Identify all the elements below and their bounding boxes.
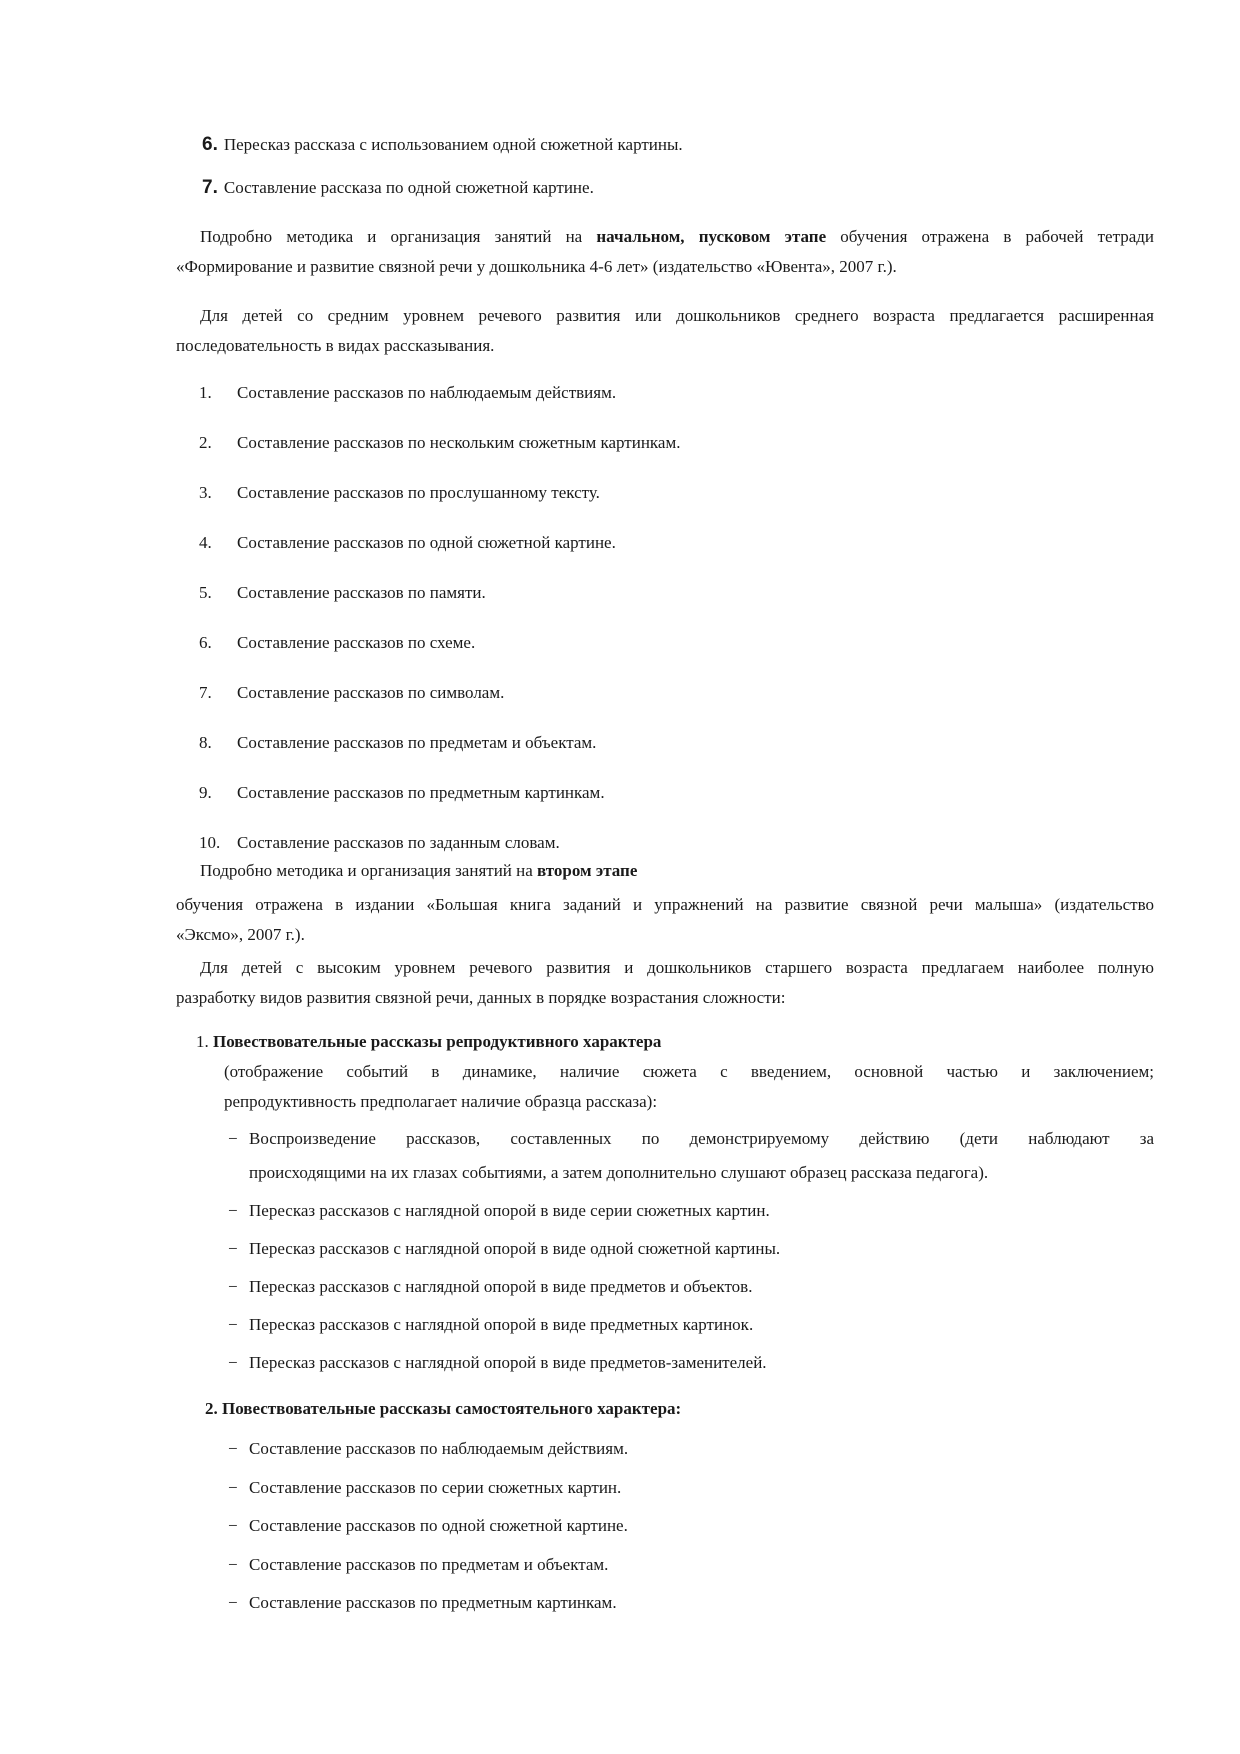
section-title: Повествовательные рассказы репродуктивного характера xyxy=(213,1032,662,1051)
list-number: 2. xyxy=(199,433,212,452)
bullet-text: Пересказ рассказов с наглядной опорой в виде предметов и объектов. xyxy=(249,1277,753,1296)
section-number: 1. xyxy=(196,1032,209,1051)
list-number: 3. xyxy=(199,483,212,502)
list-number: 6. xyxy=(199,633,212,652)
section-title: Повествовательные рассказы самостоятельного характера: xyxy=(222,1399,682,1418)
section-heading xyxy=(205,1399,681,1419)
bullet-text: Пересказ рассказов с наглядной опорой в виде серии сюжетных картин. xyxy=(249,1201,770,1220)
list-text: Составление рассказов по предметным картинкам. xyxy=(237,783,605,802)
paragraph-line: обучения отражена в издании «Большая книга заданий и упражнений на развитие связной речи малыша» (издательство xyxy=(176,895,1154,914)
bullet-text: Пересказ рассказов с наглядной опорой в виде предметов-заменителей. xyxy=(249,1353,767,1372)
bullet-dash: − xyxy=(228,1478,238,1497)
list-number: 7. xyxy=(202,177,218,198)
list-number: 9. xyxy=(199,783,212,802)
bullet-text: Воспроизведение рассказов, составленных по демонстрируемому действию (дети наблюдают за xyxy=(249,1129,1154,1148)
list-text: Составление рассказов по схеме. xyxy=(237,633,476,652)
paragraph-line: разработку видов развития связной речи, данных в порядке возрастания сложности: xyxy=(176,988,786,1007)
bullet-dash: − xyxy=(228,1353,238,1372)
paragraph-line: последовательность в видах рассказывания. xyxy=(176,336,495,355)
list-text: Составление рассказов по прослушанному тексту. xyxy=(237,483,600,502)
bullet-dash: − xyxy=(228,1239,238,1258)
bullet-text: Пересказ рассказов с наглядной опорой в виде одной сюжетной картины. xyxy=(249,1239,781,1258)
bullet-dash: − xyxy=(228,1129,238,1148)
bullet-text: Составление рассказов по серии сюжетных картин. xyxy=(249,1478,622,1497)
list-text: Составление рассказов по памяти. xyxy=(237,583,486,602)
bullet-dash: − xyxy=(228,1555,238,1574)
list-number: 10. xyxy=(199,833,221,852)
list-text: Пересказ рассказа с использованием одной сюжетной картины. xyxy=(223,135,683,154)
bullet-text: Составление рассказов по одной сюжетной картине. xyxy=(249,1516,628,1535)
section-number: 2. xyxy=(205,1399,218,1418)
top-list-item xyxy=(202,177,594,199)
top-list-item xyxy=(202,134,683,156)
bullet-text: Составление рассказов по предметам и объектам. xyxy=(249,1555,609,1574)
bullet-dash: − xyxy=(228,1201,238,1220)
bullet-text: Составление рассказов по наблюдаемым действиям. xyxy=(249,1439,629,1458)
section-description: репродуктивность предполагает наличие образца рассказа): xyxy=(224,1092,658,1111)
paragraph-line: Подробно методика и организация занятий на втором этапе xyxy=(200,861,638,880)
paragraph-line: «Формирование и развитие связной речи у дошкольника 4-6 лет» (издательство «Ювента», 2007 г.). xyxy=(176,257,897,276)
bullet-dash: − xyxy=(228,1315,238,1334)
list-text: Составление рассказов по символам. xyxy=(237,683,505,702)
list-number: 4. xyxy=(199,533,212,552)
list-text: Составление рассказов по заданным словам. xyxy=(237,833,560,852)
bold-phrase: втором этапе xyxy=(537,861,638,880)
section-heading xyxy=(196,1032,661,1052)
paragraph-line: Для детей с высоким уровнем речевого развития и дошкольников старшего возраста предлагаем наиболее полную xyxy=(200,958,1154,977)
list-number: 1. xyxy=(199,383,212,402)
paragraph-line: Для детей со средним уровнем речевого развития или дошкольников среднего возраста предлагается расширенная xyxy=(200,306,1154,325)
bullet-text: происходящими на их глазах событиями, а затем дополнительно слушают образец рассказа педагога). xyxy=(249,1163,989,1182)
list-number: 7. xyxy=(199,683,212,702)
list-number: 6. xyxy=(202,134,218,155)
bullet-dash: − xyxy=(228,1277,238,1296)
bullet-dash: − xyxy=(228,1593,238,1612)
bullet-dash: − xyxy=(228,1439,238,1458)
bullet-dash: − xyxy=(228,1516,238,1535)
bold-phrase: начальном, пусковом этапе xyxy=(596,227,827,246)
list-text: Составление рассказов по одной сюжетной картине. xyxy=(237,533,616,552)
paragraph-line: Подробно методика и организация занятий на начальном, пусковом этапе обучения отражена в рабочей тетради xyxy=(200,227,1154,246)
list-text: Составление рассказов по наблюдаемым действиям. xyxy=(237,383,617,402)
list-text: Составление рассказа по одной сюжетной картине. xyxy=(223,178,594,197)
list-number: 5. xyxy=(199,583,212,602)
list-number: 8. xyxy=(199,733,212,752)
list-text: Составление рассказов по предметам и объектам. xyxy=(237,733,597,752)
paragraph-line: «Эксмо», 2007 г.). xyxy=(176,925,305,944)
bullet-text: Составление рассказов по предметным картинкам. xyxy=(249,1593,617,1612)
list-text: Составление рассказов по нескольким сюжетным картинкам. xyxy=(237,433,681,452)
bullet-text: Пересказ рассказов с наглядной опорой в виде предметных картинок. xyxy=(249,1315,754,1334)
section-description: (отображение событий в динамике, наличие сюжета с введением, основной частью и заключением; xyxy=(224,1062,1154,1081)
